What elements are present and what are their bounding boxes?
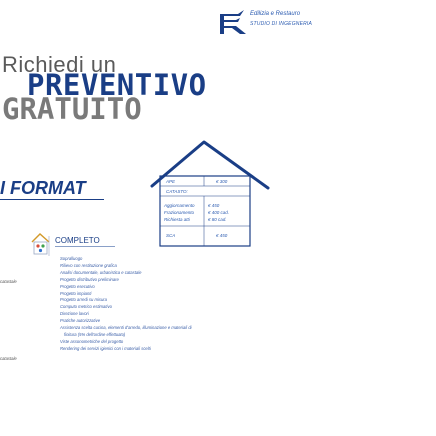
price-row-split-name: Frazionamento (164, 210, 195, 215)
list-item: Rilievo con restituzione grafica (60, 262, 117, 268)
list-item: Assistenza scelta cucina, elementi d'arredo, illuminazione e materiali di (60, 325, 192, 331)
price-row-split-price: € 400 cad. (208, 210, 230, 215)
list-item: Pratiche autorizzative (60, 318, 101, 324)
list-item: finitura (5% dell'ordine effettuato) (64, 331, 126, 337)
price-house-graphic (140, 136, 276, 254)
logo-studio-name: STUDIO DI INGEGNERIA (250, 21, 313, 27)
list-item: Progetto arredi su misura (60, 297, 108, 303)
list-item: Computo metrico estimativo (60, 304, 112, 310)
price-row-update-name: Aggiornamento (164, 203, 195, 208)
package-items-list (60, 256, 300, 353)
list-item: Viste assonometriche del progetto (60, 338, 124, 344)
list-item: Progetto esecutivo (60, 283, 95, 289)
package-label: COMPLETO (55, 236, 100, 245)
package-underline (55, 246, 115, 247)
price-row-update-price: € 450 (208, 203, 220, 208)
list-item: Analisi documentale, urbanistica e catastale (60, 269, 142, 275)
house-outline-icon (140, 136, 276, 254)
left-tag-cadastral: catastale (0, 356, 17, 361)
logo-tagline: Edilizia e Restauro (250, 11, 301, 17)
format-underline (0, 199, 104, 200)
headline-request: Richiedi un (2, 52, 117, 77)
list-item: Progetto impianti (60, 290, 92, 296)
format-heading (0, 178, 86, 199)
left-tag-cadastral: catastale (0, 279, 17, 284)
list-item: Direzione lavori (60, 311, 89, 317)
format-heading-text: FORMAT (10, 178, 86, 198)
price-row-records-price: € 80 cad. (208, 217, 227, 222)
price-row-cadastre-title: CATASTO: (166, 189, 188, 194)
list-item: Progetto distributivo preliminare (60, 276, 119, 282)
format-heading-prefix: I (0, 178, 11, 198)
package-icon (30, 232, 52, 258)
list-item: Rendering dei servizi igienici con i materiali scelti (60, 345, 151, 351)
price-row-records-name: Richiesta atti (164, 217, 190, 222)
logo-mark-icon (218, 10, 248, 36)
studio-logo (218, 8, 338, 42)
price-row-ape-price: € 300 (216, 179, 228, 184)
headline-quote: PREVENTIVO (27, 68, 207, 102)
list-item: Sopralluogo (60, 256, 83, 261)
price-row-sca-name: SCA (166, 233, 176, 238)
price-row-ape-name: APE (166, 179, 176, 184)
headline-free: GRATUITO (2, 92, 142, 126)
price-row-sca-price: € 450 (216, 233, 228, 238)
